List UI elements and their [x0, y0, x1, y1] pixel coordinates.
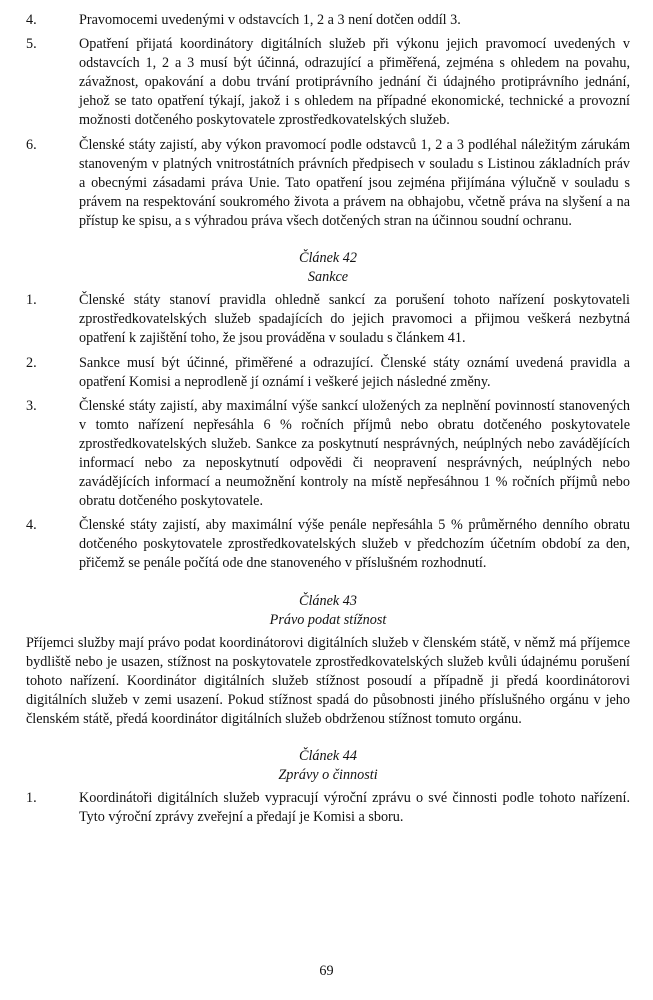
article-42-number: Článek 42: [299, 250, 357, 267]
list-item: [26, 789, 630, 827]
article-43-paragraph: Příjemci služby mají právo podat koordinátorovi digitálních služeb v členském státě, v němž má příjemce bydliště nebo je usazen, stížnost na poskytovatele zprostředkovatelských služeb kvůli údajnému porušení tohoto nařízení. Koordinátor digitálních služeb stížnost posoudí a případně ji předá koordinátorovi digitálních služeb v zemi usazení. Pokud stížnost spadá do působnosti jiného příslušného orgánu v jeho členském státě, předá koordinátor digitálních služeb obdrženou stížnost tomuto orgánu.: [26, 634, 630, 728]
document-page: [26, 11, 630, 833]
article-44-title: Zprávy o činnosti: [278, 767, 378, 784]
item-number: 3.: [26, 397, 37, 414]
article-43-number: Článek 43: [299, 592, 357, 609]
list-item: [26, 136, 630, 231]
item-number: 4.: [26, 12, 37, 28]
article-44-number: Článek 44: [299, 748, 357, 765]
item-text: Členské státy zajistí, aby výkon pravomocí podle odstavců 1, 2 a 3 podléhal náležitým zárukám stanoveným v platných vnitrostátních právních předpisech v souladu s Listinou základních práv a obecnými zásadami práva Unie. Tato opatření jsou zejména přijímána výlučně v souladu s právem na respektování soukromého života a právem na obhajobu, včetně práva na slyšení a na přístup ke spisu, a s výhradou práva všech dotčených stran na účinnou soudní ochranu.: [79, 136, 630, 229]
article-42-title: Sankce: [307, 269, 349, 286]
item-number: 1.: [26, 790, 37, 807]
item-number: 4.: [26, 517, 37, 534]
item-text: Členské státy zajistí, aby maximální výše penále nepřesáhla 5 % průměrného denního obratu dotčeného poskytovatele zprostředkovatelských služeb v předchozím účetním období za den, přičemž se penále počítá ode dne stanoveného v příslušném rozhodnutí.: [79, 517, 630, 572]
item-text: Členské státy zajistí, aby maximální výše sankcí uložených za neplnění povinností stanovených v tomto nařízení nepřesáhla 6 % ročních příjmů nebo obratu dotčeného poskytovatele zprostředkovatelských služeb. Sankce za poskytnutí nesprávných, neúplných nebo zavádějících informací nebo za neposkytnutí odpovědi či neopravení nesprávných, neúplných nebo zavádějících informací a neumožnění kontroly na místě nepřesáhnou 1 % ročních příjmů nebo obratu dotčeného poskytovatele.: [79, 397, 630, 510]
item-number: 5.: [26, 36, 37, 53]
list-item: [26, 397, 630, 512]
item-text: Sankce musí být účinné, přiměřené a odrazující. Členské státy oznámí uvedená pravidla a opatření Komisi a neprodleně jí oznámí i veškeré jejich následné změny.: [79, 354, 630, 390]
list-item: [26, 354, 630, 392]
item-text: Koordinátoři digitálních služeb vypracují výroční zprávu o své činnosti podle tohoto nařízení. Tyto výroční zprávy zveřejní a předají je Komisi a sboru.: [79, 790, 630, 826]
item-number: 6.: [26, 136, 37, 153]
list-item: [26, 291, 630, 348]
article-43-title: Právo podat stížnost: [269, 611, 387, 628]
list-item: [26, 11, 630, 30]
page-number: 69: [319, 963, 334, 979]
item-number: 1.: [26, 292, 37, 309]
item-number: 2.: [26, 354, 37, 371]
item-text: Členské státy stanoví pravidla ohledně sankcí za porušení tohoto nařízení poskytovateli zprostředkovatelských služeb spadajících do jejich pravomoci a přijmou veškerá nezbytná opatření k zajištění toho, že jsou prováděna v souladu s článkem 41.: [79, 292, 630, 347]
item-text: Pravomocemi uvedenými v odstavcích 1, 2 a 3 není dotčen oddíl 3.: [79, 12, 461, 28]
item-text: Opatření přijatá koordinátory digitálních služeb při výkonu jejich pravomocí uvedených v odstavcích 1, 2 a 3 musí být účinná, odrazující a přiměřená, zejména s ohledem na povahu, závažnost, opakování a dobu trvání protiprávního jednání či údajného protiprávního jednání, jehož se tato opatření týkají, jakož i s ohledem na případné ekonomické, technické a provozní možnosti dotčeného poskytovatele zprostředkovatelských služeb.: [79, 36, 630, 129]
list-item: [26, 35, 630, 130]
list-item: [26, 516, 630, 573]
